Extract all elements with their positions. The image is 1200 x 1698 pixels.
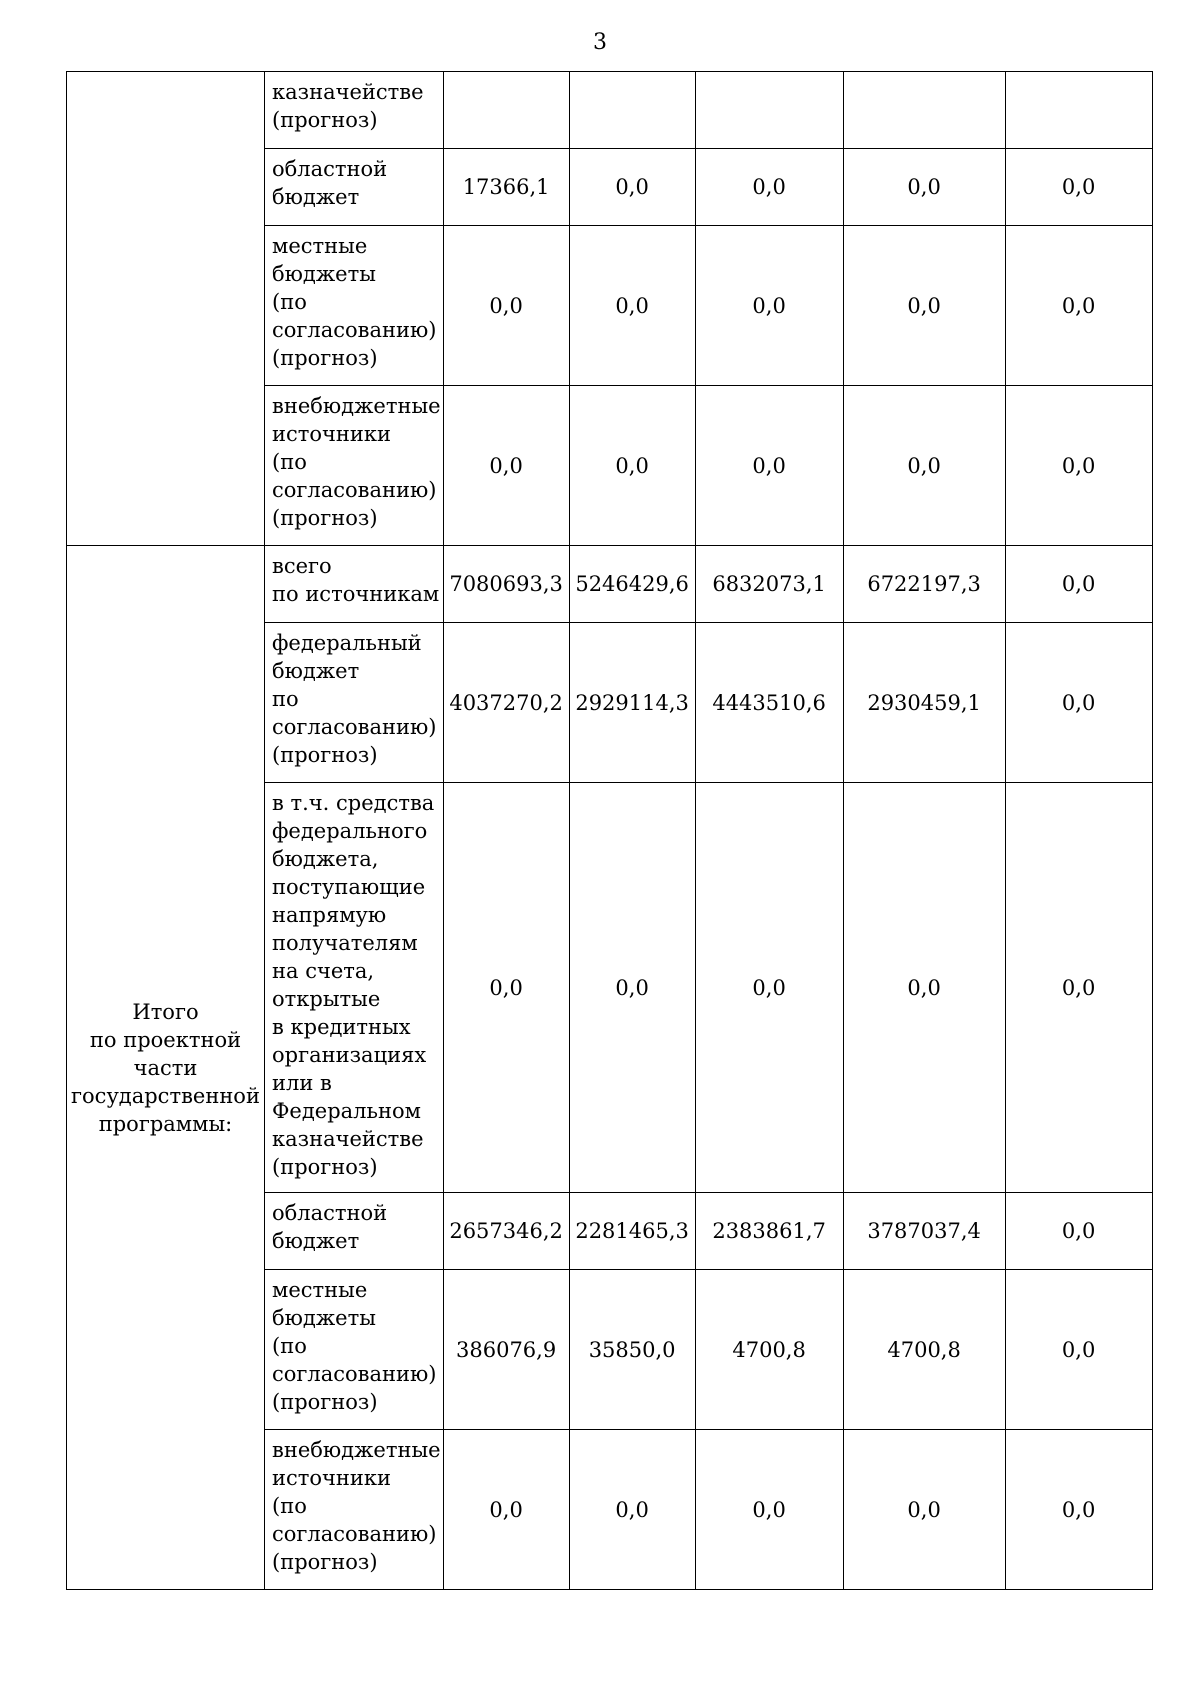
funding-source-line: согласованию): [272, 715, 437, 739]
funding-source-line: согласованию): [272, 1522, 437, 1546]
funding-source-line: (по: [272, 450, 307, 474]
amount-cell: 0,0: [569, 783, 695, 1193]
amount-cell: 0,0: [695, 783, 843, 1193]
funding-source-cell: [265, 1193, 444, 1270]
amount-cell: 0,0: [569, 1430, 695, 1590]
amount-cell: 5246429,6: [569, 546, 695, 623]
amount-cell: 2657346,2: [443, 1193, 569, 1270]
funding-source-cell: [265, 72, 444, 149]
funding-source-line: на счета,: [272, 959, 375, 983]
funding-source-line: бюджеты: [272, 1306, 376, 1330]
funding-source-line: источники: [272, 422, 392, 446]
funding-source-cell: [265, 783, 444, 1193]
funding-source-line: (прогноз): [272, 506, 378, 530]
funding-source-line: федерального: [272, 819, 428, 843]
amount-cell: 0,0: [843, 783, 1005, 1193]
amount-cell: 0,0: [843, 149, 1005, 226]
amount-cell: [843, 72, 1005, 149]
funding-source-line: (по: [272, 1334, 307, 1358]
amount-cell: 0,0: [569, 149, 695, 226]
amount-cell: 3787037,4: [843, 1193, 1005, 1270]
funding-table: [66, 71, 1153, 1590]
funding-source-line: получателям: [272, 931, 418, 955]
funding-source-line: поступающие: [272, 875, 426, 899]
funding-source-line: (прогноз): [272, 1390, 378, 1414]
amount-cell: 4443510,6: [695, 623, 843, 783]
amount-cell: 0,0: [843, 1430, 1005, 1590]
amount-cell: 0,0: [443, 783, 569, 1193]
amount-cell: 0,0: [1005, 783, 1152, 1193]
amount-cell: 4037270,2: [443, 623, 569, 783]
funding-source-line: бюджет: [272, 1229, 360, 1253]
funding-source-line: бюджет: [272, 659, 360, 683]
amount-cell: 0,0: [443, 1430, 569, 1590]
amount-cell: 0,0: [1005, 623, 1152, 783]
amount-cell: 0,0: [1005, 1430, 1152, 1590]
funding-source-line: согласованию): [272, 1362, 437, 1386]
amount-cell: 0,0: [843, 226, 1005, 386]
amount-cell: 0,0: [843, 386, 1005, 546]
amount-cell: 0,0: [1005, 546, 1152, 623]
funding-source-line: областной: [272, 157, 388, 181]
amount-cell: 0,0: [695, 386, 843, 546]
amount-cell: 0,0: [1005, 386, 1152, 546]
funding-source-cell: [265, 1430, 444, 1590]
program-name-line: Итого: [132, 999, 199, 1024]
funding-source-line: (прогноз): [272, 1155, 378, 1179]
amount-cell: 0,0: [1005, 226, 1152, 386]
funding-source-line: (прогноз): [272, 108, 378, 132]
funding-source-line: казначействе: [272, 1127, 424, 1151]
funding-source-line: Федеральном: [272, 1099, 421, 1123]
funding-source-line: федеральный: [272, 631, 422, 655]
amount-cell: 0,0: [569, 386, 695, 546]
amount-cell: 4700,8: [695, 1270, 843, 1430]
funding-source-line: внебюджетные: [272, 394, 441, 418]
funding-source-line: согласованию): [272, 318, 437, 342]
amount-cell: 17366,1: [443, 149, 569, 226]
amount-cell: 6722197,3: [843, 546, 1005, 623]
program-name-line: части: [133, 1055, 198, 1080]
amount-cell: [443, 72, 569, 149]
funding-source-line: согласованию): [272, 478, 437, 502]
program-name-cell: [67, 546, 265, 1590]
page-number: 3: [593, 30, 607, 55]
program-name-line: программы:: [98, 1111, 233, 1136]
funding-source-line: внебюджетные: [272, 1438, 441, 1462]
funding-source-cell: [265, 386, 444, 546]
funding-source-cell: [265, 1270, 444, 1430]
funding-source-line: (прогноз): [272, 346, 378, 370]
table-body: [67, 72, 1153, 1590]
funding-source-line: по источникам: [272, 582, 440, 606]
amount-cell: 7080693,3: [443, 546, 569, 623]
funding-source-cell: [265, 546, 444, 623]
funding-source-line: местные: [272, 1278, 368, 1302]
table-row: [67, 72, 1153, 149]
funding-source-line: бюджета,: [272, 847, 379, 871]
funding-source-line: в кредитных: [272, 1015, 411, 1039]
amount-cell: [695, 72, 843, 149]
amount-cell: 386076,9: [443, 1270, 569, 1430]
amount-cell: 0,0: [569, 226, 695, 386]
amount-cell: 0,0: [695, 149, 843, 226]
amount-cell: 6832073,1: [695, 546, 843, 623]
funding-source-line: (прогноз): [272, 1550, 378, 1574]
funding-source-line: организациях: [272, 1043, 427, 1067]
amount-cell: 35850,0: [569, 1270, 695, 1430]
amount-cell: 0,0: [443, 226, 569, 386]
amount-cell: 2929114,3: [569, 623, 695, 783]
funding-source-cell: [265, 623, 444, 783]
funding-source-line: казначействе: [272, 80, 424, 104]
funding-source-line: по: [272, 687, 299, 711]
funding-source-line: в т.ч. средства: [272, 791, 435, 815]
funding-source-line: напрямую: [272, 903, 387, 927]
amount-cell: 0,0: [695, 226, 843, 386]
amount-cell: 2383861,7: [695, 1193, 843, 1270]
amount-cell: 0,0: [443, 386, 569, 546]
amount-cell: 2930459,1: [843, 623, 1005, 783]
amount-cell: 0,0: [1005, 1193, 1152, 1270]
funding-source-line: бюджет: [272, 185, 360, 209]
funding-source-line: всего: [272, 554, 332, 578]
amount-cell: 2281465,3: [569, 1193, 695, 1270]
program-name-cell: [67, 72, 265, 546]
amount-cell: 0,0: [695, 1430, 843, 1590]
funding-source-line: или в: [272, 1071, 332, 1095]
amount-cell: 0,0: [1005, 149, 1152, 226]
funding-source-line: местные: [272, 234, 368, 258]
amount-cell: 4700,8: [843, 1270, 1005, 1430]
amount-cell: [1005, 72, 1152, 149]
amount-cell: 0,0: [1005, 1270, 1152, 1430]
funding-source-line: источники: [272, 1466, 392, 1490]
funding-source-line: (по: [272, 290, 307, 314]
funding-source-cell: [265, 149, 444, 226]
table-row: [67, 546, 1153, 623]
program-name-line: государственной: [71, 1083, 260, 1108]
program-name-line: по проектной: [89, 1027, 242, 1052]
funding-source-line: (по: [272, 1494, 307, 1518]
funding-source-cell: [265, 226, 444, 386]
funding-source-line: областной: [272, 1201, 388, 1225]
funding-source-line: открытые: [272, 987, 381, 1011]
funding-source-line: (прогноз): [272, 743, 378, 767]
funding-source-line: бюджеты: [272, 262, 376, 286]
amount-cell: [569, 72, 695, 149]
